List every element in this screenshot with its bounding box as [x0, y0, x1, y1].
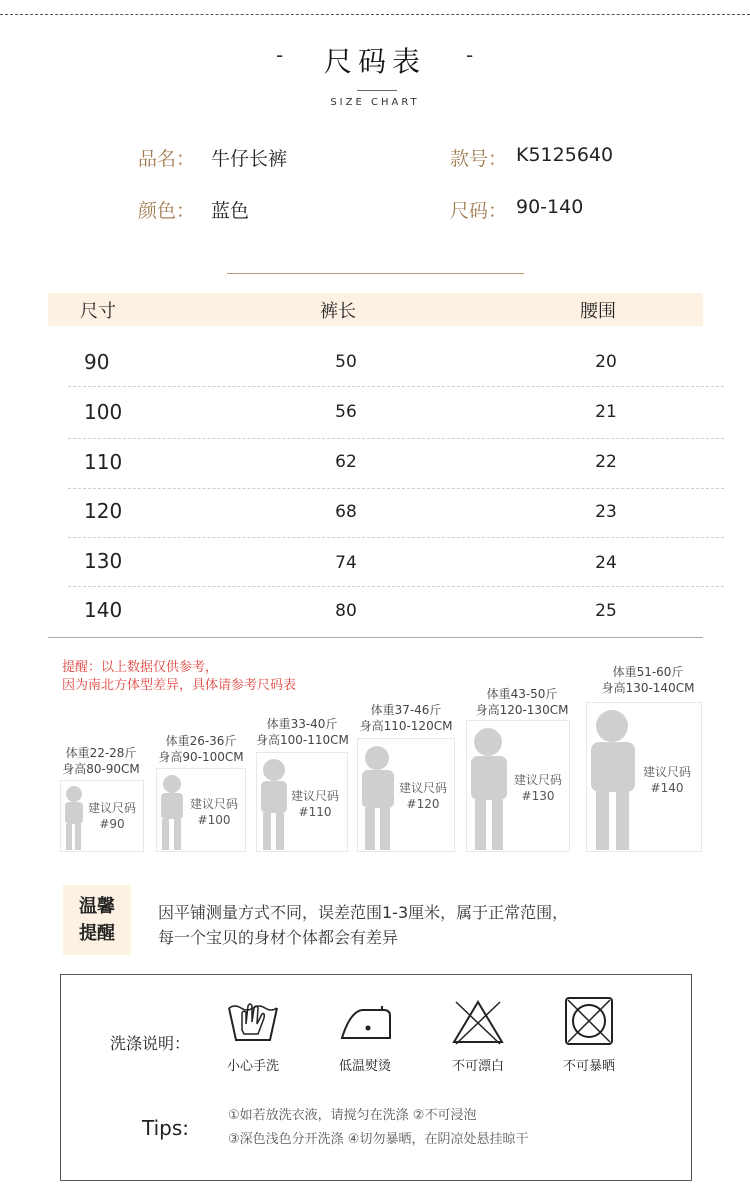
cell-length: 68	[335, 502, 357, 522]
no-bleach-label: 不可漂白	[451, 1059, 504, 1074]
table-bottom-border	[48, 637, 703, 638]
cell-size: 100	[84, 400, 123, 424]
figure-130-size: #130	[521, 789, 555, 803]
warm-tip-line-2: 每一个宝贝的身材个体都会有差异	[158, 928, 399, 947]
tip-line-2: ③深色浅色分开洗涤 ④切勿暴晒，在阴凉处悬挂晾干	[228, 1132, 529, 1147]
cell-size: 110	[84, 450, 123, 474]
cell-size: 140	[84, 598, 123, 622]
figure-90-height: 身高80-90CM	[62, 762, 140, 776]
reminder-line-2: 因为南北方体型差异，具体请参考尺码表	[62, 678, 297, 693]
warm-tip-label-line2: 提醒	[79, 923, 115, 944]
page-subtitle: SIZE CHART	[330, 97, 420, 108]
color-label: 颜色：	[138, 200, 196, 222]
figure-90-size: #90	[99, 817, 125, 831]
figure-110-height: 身高100-110CM	[256, 733, 349, 747]
row-divider	[68, 386, 724, 387]
cell-length: 74	[335, 553, 357, 573]
cell-length: 56	[335, 402, 357, 422]
figure-120-weight: 体重37-46斤	[370, 703, 442, 717]
cell-waist: 24	[595, 553, 617, 573]
figure-90-weight: 体重22-28斤	[65, 746, 137, 760]
row-divider	[68, 488, 724, 489]
cell-waist: 21	[595, 402, 617, 422]
cell-waist: 20	[595, 352, 617, 372]
low-iron-label: 低温熨烫	[338, 1059, 391, 1074]
figure-140-height: 身高130-140CM	[601, 681, 695, 695]
figure-100-weight: 体重26-36斤	[165, 734, 237, 748]
figure-100-suggest: 建议尺码	[189, 797, 238, 811]
page-title: 尺码表	[323, 45, 426, 78]
title-underline	[357, 90, 397, 91]
warm-tip-line-1: 因平铺测量方式不同，误差范围1-3厘米，属于正常范围，	[158, 903, 569, 922]
figure-120-height: 身高110-120CM	[359, 719, 453, 733]
figure-130-suggest: 建议尺码	[513, 773, 562, 787]
figure-140-size: #140	[650, 781, 684, 795]
title-left-dash: -	[276, 43, 284, 67]
care-title: 洗涤说明：	[110, 1034, 191, 1053]
low-iron-icon	[338, 1004, 394, 1044]
cell-size: 120	[84, 499, 123, 523]
cell-waist: 22	[595, 452, 617, 472]
figure-90-suggest: 建议尺码	[87, 801, 136, 815]
table-header-size: 尺寸	[80, 301, 116, 322]
figure-120-suggest: 建议尺码	[398, 781, 447, 795]
title-right-dash: -	[466, 43, 474, 67]
top-dashed-divider	[0, 14, 750, 15]
figure-100-height: 身高90-100CM	[158, 750, 244, 764]
figure-110-size: #110	[298, 805, 332, 819]
cell-waist: 25	[595, 601, 617, 621]
cell-size: 130	[84, 549, 123, 573]
size-range-label: 尺码：	[450, 200, 508, 222]
cell-length: 80	[335, 601, 357, 621]
style-number-label: 款号：	[450, 148, 508, 170]
child-silhouette-icon	[357, 738, 399, 852]
figure-140-suggest: 建议尺码	[642, 765, 691, 779]
cell-waist: 23	[595, 502, 617, 522]
hand-wash-icon	[226, 1000, 280, 1046]
child-silhouette-icon	[156, 768, 188, 852]
cell-size: 90	[84, 350, 110, 374]
figure-110-weight: 体重33-40斤	[266, 717, 338, 731]
figure-130-weight: 体重43-50斤	[486, 687, 558, 701]
no-sun-dry-label: 不可暴晒	[562, 1059, 615, 1074]
row-divider	[68, 537, 724, 538]
product-name-value: 牛仔长裤	[211, 148, 288, 170]
figure-110-suggest: 建议尺码	[290, 789, 339, 803]
reminder-line-1: 提醒：以上数据仅供参考，	[62, 660, 219, 675]
figure-120-size: #120	[406, 797, 440, 811]
warm-tip-label	[63, 893, 131, 947]
child-silhouette-icon	[466, 720, 514, 852]
table-header-length: 裤长	[320, 301, 356, 322]
figure-140-weight: 体重51-60斤	[612, 665, 684, 679]
no-bleach-icon	[452, 998, 504, 1046]
cell-length: 62	[335, 452, 357, 472]
hand-wash-label: 小心手洗	[226, 1059, 279, 1074]
child-silhouette-icon	[586, 702, 642, 852]
product-name-label: 品名：	[138, 148, 196, 170]
tip-line-1: ①如若放洗衣液，请搅匀在洗涤 ②不可浸泡	[228, 1108, 477, 1123]
figure-100-size: #100	[197, 813, 231, 827]
section-divider	[227, 273, 524, 274]
row-divider	[68, 586, 724, 587]
no-sun-dry-icon	[562, 994, 616, 1048]
table-header-waist: 腰围	[580, 301, 616, 322]
figure-130-height: 身高120-130CM	[475, 703, 569, 717]
warm-tip-label-line1: 温馨	[79, 896, 115, 917]
cell-length: 50	[335, 352, 357, 372]
tips-label: Tips:	[142, 1116, 190, 1140]
style-number-value: K5125640	[516, 144, 614, 166]
size-range-value: 90-140	[516, 196, 584, 218]
color-value: 蓝色	[211, 200, 250, 222]
row-divider	[68, 438, 724, 439]
